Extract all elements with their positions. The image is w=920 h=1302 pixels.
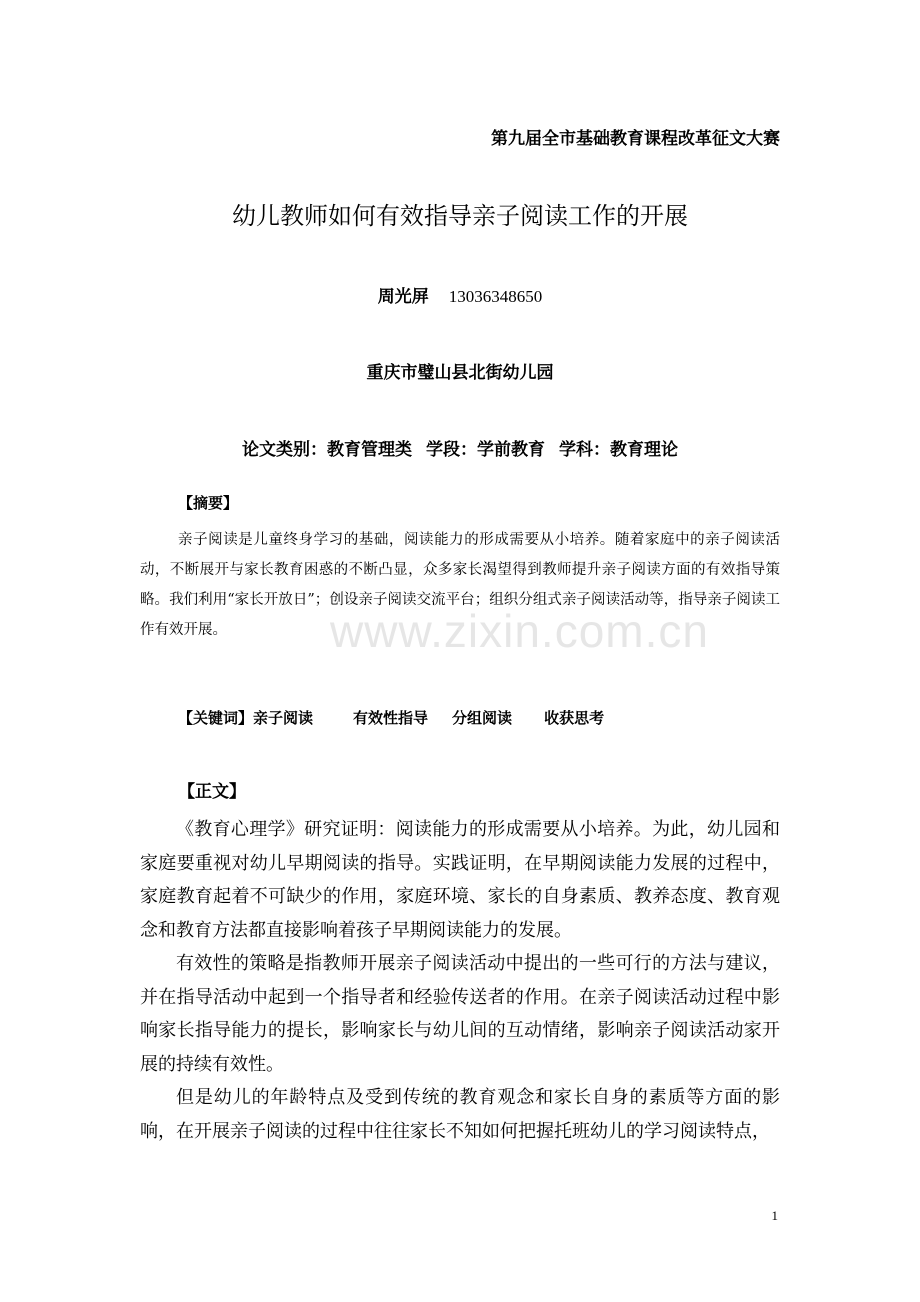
author-phone: 13036348650 (448, 287, 543, 306)
author-name: 周光屏 (377, 287, 429, 307)
body-text (140, 813, 780, 1148)
category-line (0, 435, 920, 460)
keywords-line (178, 707, 604, 728)
contest-header: 第九届全市基础教育课程改革征文大赛 (491, 129, 780, 149)
author-line (0, 282, 920, 307)
body-paragraph: 有效性的策略是指教师开展亲子阅读活动中提出的一些可行的方法与建议，并在指导活动中起到一个指导者和经验传送者的作用。在亲子阅读活动过程中影响家长指导能力的提长，影响家长与幼儿间的互动情绪，影响亲子阅读活动家开展的持续有效性。 (140, 953, 780, 1075)
watermark: www.zixin.com.cn (330, 605, 709, 657)
keywords-heading: 【关键词】 (178, 709, 254, 727)
keyword: 有效性指导 (353, 709, 429, 727)
keyword: 分组阅读 (452, 709, 513, 727)
page-number: 1 (771, 1208, 778, 1223)
abstract-text: 亲子阅读是儿童终身学习的基础，阅读能力的形成需要从小培养。随着家庭中的亲子阅读活动，不断展开与家长教育困惑的不断凸显，众多家长渴望得到教师提升亲子阅读方面的有效指导策略。我们利用“家长开放日”；创设亲子阅读交流平台；组织分组式亲子阅读活动等，指导亲子阅读工作有效开展。 (140, 532, 780, 638)
keyword: 亲子阅读 (253, 709, 314, 727)
school-name: 重庆市璧山县北街幼儿园 (366, 363, 554, 383)
body-paragraph: 但是幼儿的年龄特点及受到传统的教育观念和家长自身的素质等方面的影响，在开展亲子阅读的过程中往往家长不知如何把握托班幼儿的学习阅读特点， (140, 1087, 780, 1142)
body-paragraph: 《教育心理学》研究证明：阅读能力的形成需要从小培养。为此，幼儿园和家庭要重视对幼儿早期阅读的指导。实践证明，在早期阅读能力发展的过程中，家庭教育起着不可缺少的作用，家庭环境、家长的自身素质、教养态度、教育观念和教育方法都直接影响着孩子早期阅读能力的发展。 (140, 819, 780, 941)
category-type: 论文类别：教育管理类 (242, 440, 412, 460)
abstract-heading: 【摘要】 (178, 494, 239, 512)
paper-title: 幼儿教师如何有效指导亲子阅读工作的开展 (232, 202, 688, 230)
keyword: 收获思考 (544, 709, 605, 727)
category-stage: 学段：学前教育 (426, 440, 545, 460)
body-heading: 【正文】 (178, 782, 246, 802)
category-subject: 学科：教育理论 (559, 440, 678, 460)
